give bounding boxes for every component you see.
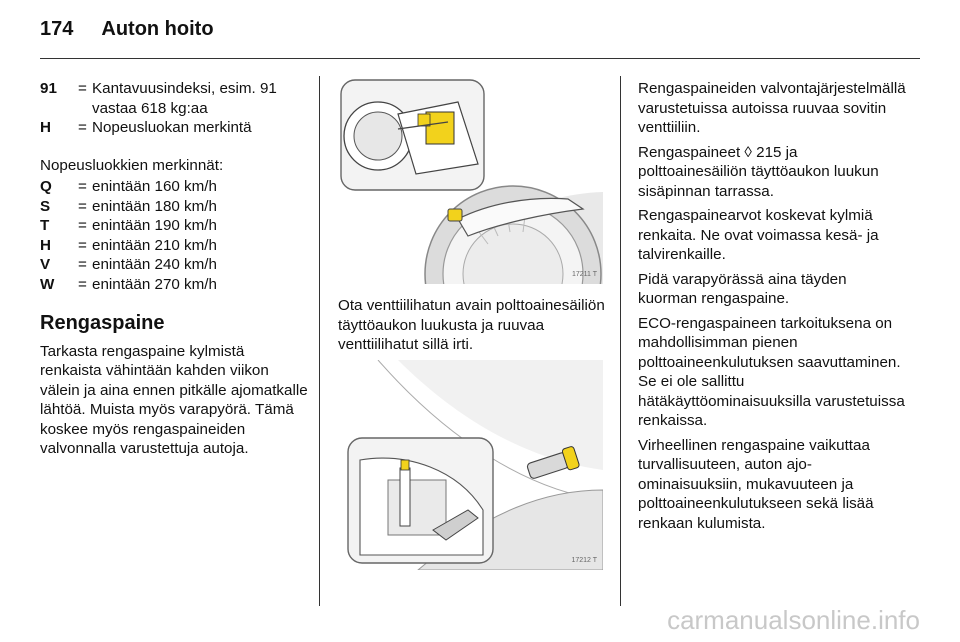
paragraph: ECO-rengaspaineen tarkoituksena on mahdollisimman pienen polttoaineenkulutuksen saavuttaminen. Se ei ole sallittu hätäkäyttöominaisuuksilla varustetuissa renkaissa.	[638, 314, 905, 429]
page-title: Auton hoito	[101, 18, 214, 40]
header-rule	[40, 58, 920, 59]
column-3	[638, 79, 906, 538]
speed-class-value: enintään 270 km/h	[92, 275, 217, 293]
definition-value: Nopeusluokan merkintä	[92, 119, 252, 136]
page-number: 174	[40, 18, 74, 40]
definition-equals: =	[78, 197, 87, 215]
speed-class-intro: Nopeusluokkien merkinnät:	[40, 156, 224, 174]
definition-key: H	[40, 119, 51, 136]
definition-equals: =	[78, 275, 87, 293]
watermark: carmanualsonline.info	[667, 605, 920, 635]
column-1	[40, 79, 308, 464]
speed-class-key: V	[40, 256, 51, 273]
paragraph: Rengaspaineiden valvontajärjestelmällä varustetuissa autoissa ruuvaa sovitin venttiiliin.	[638, 80, 906, 136]
speed-class-key: Q	[40, 178, 52, 195]
section-title: Rengaspaine	[40, 312, 165, 334]
figure-valve-cap-key	[338, 74, 603, 284]
definition-key: 91	[40, 80, 57, 97]
speed-class-row	[40, 275, 308, 295]
speed-marking-definition	[40, 118, 308, 138]
speed-class-key: H	[40, 236, 51, 254]
paragraph: Rengaspaineet ◊ 215 ja polttoainesäiliön täyttöaukon luukun sisäpinnan tarrassa.	[638, 143, 879, 200]
speed-class-row	[40, 197, 308, 217]
speed-class-key: W	[40, 275, 55, 293]
figure-code: 17211 T	[571, 271, 597, 278]
definition-equals: =	[78, 178, 87, 195]
definition-equals: =	[78, 119, 87, 136]
figure-caption: Ota venttiilihatun avain polttoainesäiliön täyttöaukon luukusta ja ruuvaa venttiilihatut sillä irti.	[338, 297, 605, 353]
paragraph: Pidä varapyörässä aina täyden kuorman rengaspaine.	[638, 270, 847, 307]
column-divider-left	[319, 76, 320, 606]
load-definition	[40, 79, 308, 118]
figure-code: 17212 T	[571, 557, 597, 564]
speed-class-row	[40, 216, 308, 236]
paragraph: Virheellinen rengaspaine vaikuttaa turvallisuuteen, auton ajo-ominaisuuksiin, mukavuuteen ja polttoaineenkulutukseen sekä lisää renkaan kulumista.	[638, 436, 874, 532]
section-body-text: Tarkasta rengaspaine kylmistä renkaista vähintään kahden viikon välein ja aina ennen pitkälle ajomatkalle lähtöä. Muista myös varapyörä. Tämä koskee myös rengaspaineiden valvonnalla varustettuja autoja.	[40, 342, 308, 457]
definition-equals: =	[78, 80, 87, 97]
speed-class-value: enintään 210 km/h	[92, 236, 217, 254]
column-divider-right	[620, 76, 621, 606]
speed-class-key: S	[40, 197, 51, 215]
definition-equals: =	[78, 217, 87, 234]
definition-equals: =	[78, 236, 87, 254]
figure-tpms-adapter	[338, 360, 603, 570]
speed-class-value: enintään 160 km/h	[92, 178, 217, 195]
speed-class-row	[40, 177, 308, 197]
page-header	[40, 18, 214, 41]
definition-equals: =	[78, 256, 87, 273]
speed-class-value: enintään 240 km/h	[92, 256, 217, 273]
paragraph: Rengaspainearvot koskevat kylmiä renkaita. Ne ovat voimassa kesä- ja talvirenkaille.	[638, 207, 879, 263]
speed-class-value: enintään 180 km/h	[92, 197, 217, 215]
speed-class-key: T	[40, 217, 50, 234]
definition-value: Kantavuusindeksi, esim. 91 vastaa 618 kg:aa	[92, 80, 277, 117]
speed-class-row	[40, 255, 308, 275]
tire-valve-illustration	[338, 74, 603, 284]
speed-class-row	[40, 236, 308, 256]
speed-class-value: enintään 190 km/h	[92, 217, 217, 234]
tpms-adapter-illustration	[338, 360, 603, 570]
